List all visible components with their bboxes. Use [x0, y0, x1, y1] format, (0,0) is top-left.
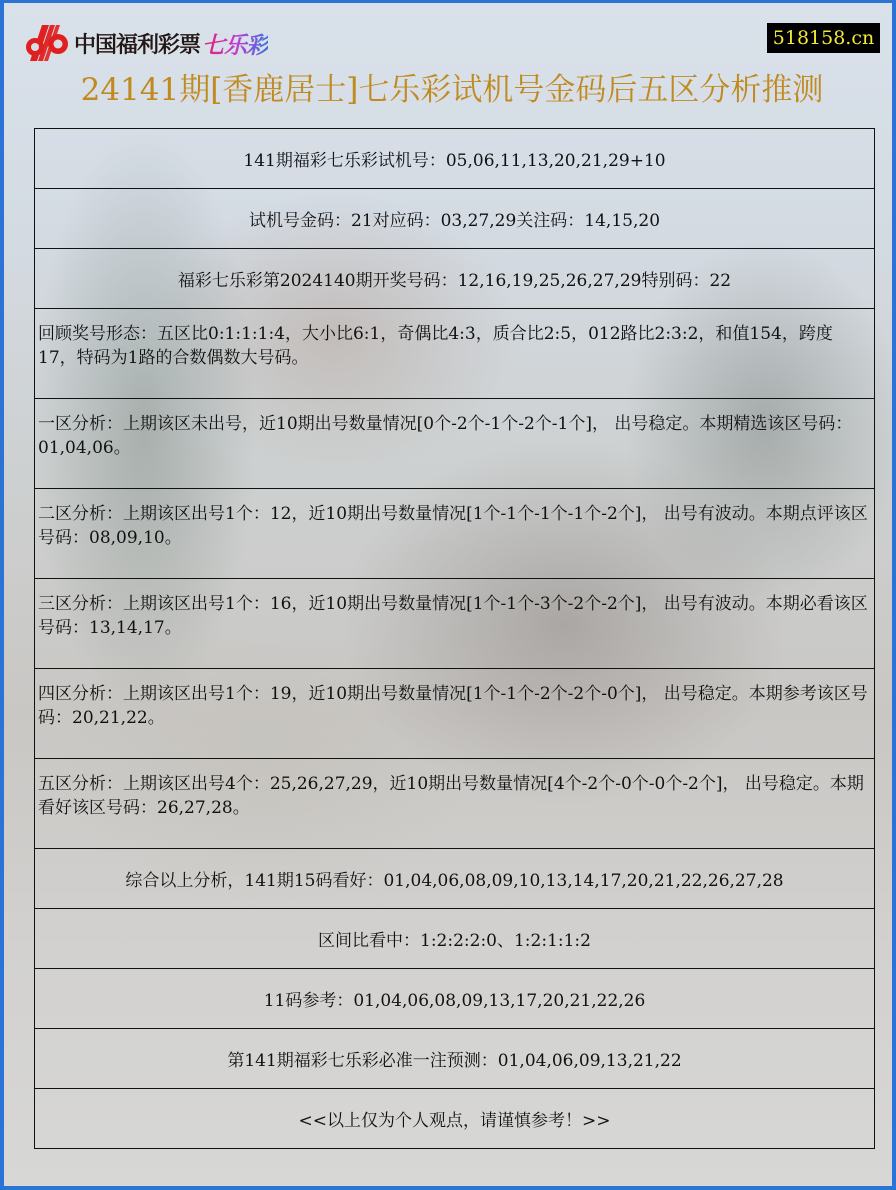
lottery-logo [22, 21, 268, 65]
zone-4-analysis-row [35, 669, 874, 759]
golden-code-row [35, 189, 874, 249]
zone-3-analysis-row [35, 579, 874, 669]
zone-2-analysis-row [35, 489, 874, 579]
row-text: 区间比看中：1:2:2:2:0、1:2:1:1:2 [318, 931, 591, 951]
row-text: 福彩七乐彩第2024140期开奖号码：12,16,19,25,26,27,29特别码：22 [177, 271, 732, 291]
zone-5-analysis-row [35, 759, 874, 849]
cwl-logo-icon [22, 21, 72, 65]
row-text: 第141期福彩七乐彩必准一注预测：01,04,06,09,13,21,22 [227, 1051, 682, 1071]
row-text: 四区分析：上期该区出号1个：19，近10期出号数量情况[1个-1个-2个-2个-0个]， 出号稳定。本期参考该区号码：20,21,22。 [38, 683, 868, 728]
zone-1-analysis-row [35, 399, 874, 489]
logo-text: 中国福利彩票 [74, 32, 201, 58]
row-text: 综合以上分析，141期15码看好：01,04,06,08,09,10,13,14,17,20,21,22,26,27,28 [125, 871, 784, 891]
row-text: 141期福彩七乐彩试机号：05,06,11,13,20,21,29+10 [243, 151, 666, 171]
page-title: 24141期[香鹿居士]七乐彩试机号金码后五区分析推测 [80, 72, 824, 108]
site-badge[interactable]: 518158.cn [767, 23, 880, 53]
row-text: 二区分析：上期该区出号1个：12，近10期出号数量情况[1个-1个-1个-1个-2个]， 出号有波动。本期点评该区号码：08,09,10。 [38, 503, 868, 548]
row-text: 试机号金码：21对应码：03,27,29关注码：14,15,20 [248, 211, 661, 231]
row-text: 11码参考：01,04,06,08,09,13,17,20,21,22,26 [263, 991, 646, 1011]
row-text: 回顾奖号形态：五区比0:1:1:1:4，大小比6:1，奇偶比4:3，质合比2:5，012路比2:3:2，和值154，跨度17，特码为1路的合数偶数大号码。 [38, 323, 833, 368]
last-draw-row [35, 249, 874, 309]
review-pattern-row [35, 309, 874, 399]
zone-ratio-row [35, 909, 874, 969]
row-text: <<以上仅为个人观点，请谨慎参考！>> [298, 1111, 611, 1131]
row-text: 一区分析：上期该区未出号，近10期出号数量情况[0个-2个-1个-2个-1个]， 出号稳定。本期精选该区号码：01,04,06。 [38, 413, 853, 458]
row-text: 五区分析：上期该区出号4个：25,26,27,29，近10期出号数量情况[4个-2个-0个-0个-2个]， 出号稳定。本期看好该区号码：26,27,28。 [38, 773, 864, 818]
single-prediction-row [35, 1029, 874, 1089]
test-number-row [35, 129, 874, 189]
analysis-table [34, 128, 875, 1149]
row-text: 三区分析：上期该区出号1个：16，近10期出号数量情况[1个-1个-3个-2个-2个]， 出号有波动。本期必看该区号码：13,14,17。 [38, 593, 868, 638]
logo-game-name: 七乐彩 [202, 27, 268, 60]
disclaimer-row [35, 1089, 874, 1149]
eleven-codes-row [35, 969, 874, 1029]
fifteen-codes-row [35, 849, 874, 909]
